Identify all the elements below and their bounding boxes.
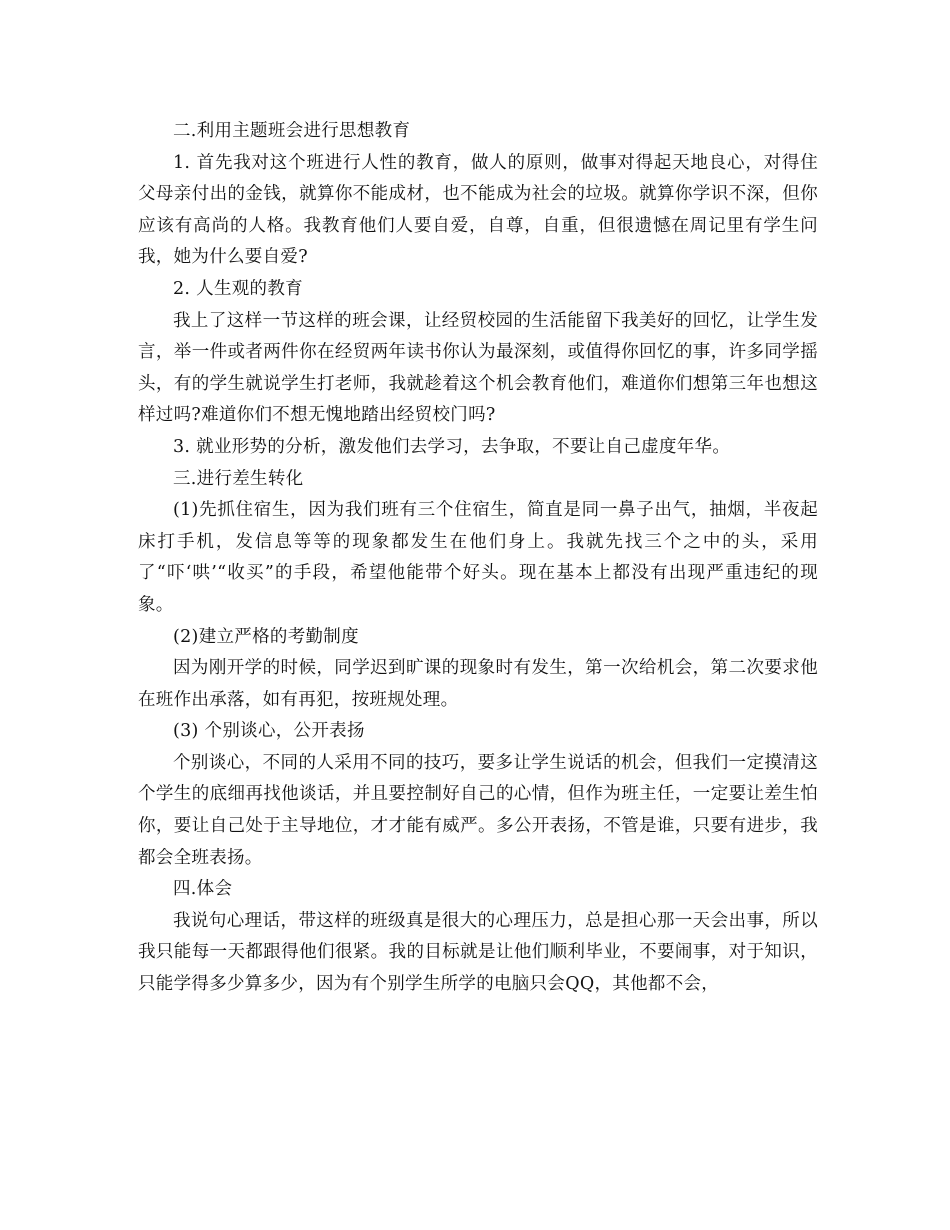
section-heading-4: 四.体会 [173, 879, 233, 900]
subheading-item-3-2: (2)建立严格的考勤制度 [173, 626, 359, 647]
paragraph-reflection: 我说句心理话，带这样的班级真是很大的心理压力，总是担心那一天会出事，所以我只能每一天都跟得他们很紧。我的目标就是让他们顺利毕业，不要闹事，对于知识，只能学得多少算多少，因为有个别学生所学的电脑只会QQ，其他都不会， [138, 910, 818, 995]
paragraph-item-3-2: 因为刚开学的时候，同学迟到旷课的现象时有发生，第一次给机会，第二次要求他在班作出承落，如有再犯，按班规处理。 [138, 658, 818, 710]
paragraph-item-1: 1. 首先我对这个班进行人性的教育，做人的原则，做事对得起天地良心，对得住父母亲付出的金钱，就算你不能成材，也不能成为社会的垃圾。就算你学识不深，但你应该有高尚的人格。我教育他们人要自爱，自尊，自重，但很遗憾在周记里有学生问我，她为什么要自爱? [138, 152, 818, 268]
section-heading-2: 二.利用主题班会进行思想教育 [173, 121, 411, 141]
subheading-item-2: 2. 人生观的教育 [173, 278, 303, 299]
document-body [138, 116, 818, 1001]
paragraph-item-2: 我上了这样一节这样的班会课，让经贸校园的生活能留下我美好的回忆，让学生发言，举一件或者两件你在经贸两年读书你认为最深刻，或值得你回忆的事，许多同学摇头，有的学生就说学生打老师，我就趁着这个机会教育他们，难道你们想第三年也想这样过吗?难道你们不想无愧地踏出经贸校门吗? [138, 310, 818, 426]
paragraph-item-3-1: (1)先抓住宿生，因为我们班有三个住宿生，简直是同一鼻子出气，抽烟，半夜起床打手机，发信息等等的现象都发生在他们身上。我就先找三个之中的头，采用了“吓‘哄’“收买”的手段，希望他能带个好头。现在基本上都没有出现严重违纪的现象。 [138, 500, 818, 615]
paragraph-item-3-3: 个别谈心，不同的人采用不同的技巧，要多让学生说话的机会，但我们一定摸清这个学生的底细再找他谈话，并且要控制好自己的心情，但作为班主任，一定要让差生怕你，要让自己处于主导地位，才才能有威严。多公开表扬，不管是谁，只要有进步，我都会全班表扬。 [138, 752, 818, 868]
subheading-item-3-3: (3) 个别谈心，公开表扬 [173, 721, 365, 742]
paragraph-item-3: 3. 就业形势的分析，激发他们去学习，去争取，不要让自己虚度年华。 [173, 436, 731, 457]
section-heading-3: 三.进行差生转化 [173, 468, 304, 489]
